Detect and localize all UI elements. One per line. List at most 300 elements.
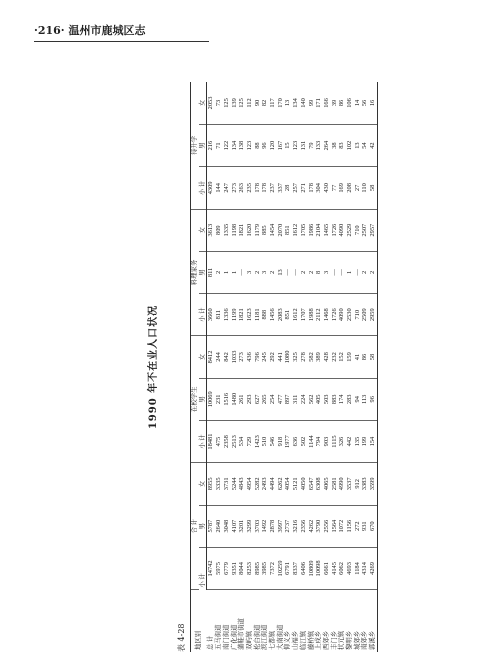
value-cell: 3997 [277,505,285,547]
value-cell: 8337 [292,547,300,589]
value-cell: 58 [369,336,377,378]
value-cell: 90 [254,82,262,124]
area-name-cell: 南郊乡 [361,630,369,650]
value-cell: 326 [338,420,346,462]
value-cell: 96 [369,378,377,420]
value-cell: 1465 [323,209,331,251]
value-cell: 4843 [238,463,246,505]
value-cell: 171 [315,82,323,124]
value-cell: 235 [246,167,254,209]
area-name-cell: 丰门乡 [330,630,338,650]
value-cell: 2083 [277,294,285,336]
value-cell: 670 [369,505,377,547]
value-cell: 139 [231,82,239,124]
value-cell: 232 [331,336,339,378]
value-cell: 3703 [254,505,262,547]
value-cell: 77 [331,167,339,209]
value-cell: — [331,251,339,293]
value-cell: 261 [238,378,246,420]
value-cell: 1620 [246,209,254,251]
table-row [215,82,223,652]
value-cell: 4314 [361,547,369,589]
value-cell: 1033 [231,336,239,378]
value-cell: 10098 [315,547,323,589]
value-cell: 436 [246,336,254,378]
value-cell: 2053 [207,82,215,124]
value-cell: 4145 [331,547,339,589]
sub-header: 女 [199,82,207,124]
value-cell: 169 [338,167,346,209]
value-cell: 15 [284,124,292,166]
value-cell: 83 [338,124,346,166]
value-cell: 278 [300,336,308,378]
group-header-housework: 料理家务 [191,209,199,336]
page-header: ·216· 温州市鹿城区志 [34,24,146,37]
value-cell: 1726 [331,209,339,251]
value-cell: 134 [231,124,239,166]
value-cell: 41 [354,336,362,378]
value-cell: 3660 [207,294,215,336]
value-cell: 73 [215,82,223,124]
value-cell: 208 [346,167,354,209]
value-cell: 842 [223,336,231,378]
value-cell: 3 [323,251,331,293]
value-cell: 4693 [346,547,354,589]
value-cell: 2 [269,251,277,293]
value-cell: 2529 [346,209,354,251]
value-cell: 237 [269,167,277,209]
value-cell: 2513 [231,420,239,462]
value-cell: 4054 [284,463,292,505]
value-cell: 6062 [338,547,346,589]
value-cell: 166 [323,82,331,124]
value-cell: 6791 [284,547,292,589]
value-cell: 10809 [308,547,316,589]
value-cell: 794 [315,420,323,462]
value-cell: 152 [338,336,346,378]
value-cell: 4065 [323,463,331,505]
value-cell: 1988 [308,294,316,336]
value-cell: 27 [354,167,362,209]
area-name-cell: 总 计 [207,635,215,650]
value-cell: 811 [207,251,215,293]
value-cell: 2 [254,251,262,293]
value-cell: 811 [215,294,223,336]
value-cell: 2737 [284,505,292,547]
value-cell: 428 [323,336,331,378]
area-name-cell: 五马街道 [215,624,223,650]
value-cell: 636 [292,420,300,462]
value-cell: 4269 [369,547,377,589]
value-cell: 28 [284,167,292,209]
value-cell: 1423 [254,420,262,462]
value-cell: 3 [246,251,254,293]
value-cell: 5975 [215,547,223,589]
value-cell: 1184 [354,547,362,589]
sub-header: 男 [199,505,207,547]
value-cell: 2104 [315,209,323,251]
value-cell: 110 [361,167,369,209]
value-cell: 122 [223,124,231,166]
value-cell: 120 [269,124,277,166]
value-cell: 82 [261,82,269,124]
value-cell: 3537 [346,463,354,505]
value-cell: 244 [215,336,223,378]
sub-header: 女 [199,463,207,505]
value-cell: 888 [261,294,269,336]
value-cell: 4050 [300,463,308,505]
value-cell: 1336 [223,294,231,336]
value-cell: 931 [361,505,369,547]
value-cell: 135 [354,420,362,462]
value-cell: — [338,251,346,293]
table-row [308,82,316,652]
value-cell: 1564 [331,505,339,547]
value-cell: 3613 [207,209,215,251]
value-cell: 503 [323,378,331,420]
value-cell: 1 [231,251,239,293]
value-cell: 5282 [254,463,262,505]
value-cell: — [292,251,300,293]
value-cell: 79 [308,124,316,166]
value-cell: 113 [361,378,369,420]
table-number: 表 4-28 [177,623,186,652]
sub-header: 男 [199,378,207,420]
value-cell: 1623 [246,294,254,336]
value-cell: 58 [369,167,377,209]
value-cell: 627 [254,378,262,420]
value-cell: 102 [346,124,354,166]
value-cell: 1115 [331,420,339,462]
value-cell: 3 [261,251,269,293]
sub-header: 小 计 [199,547,207,589]
value-cell: 6547 [308,463,316,505]
table-row [369,82,377,652]
value-cell: 154 [369,420,377,462]
value-cell: 2507 [361,209,369,251]
area-name-cell: 上戍乡 [315,630,323,650]
value-cell: 1181 [254,294,262,336]
value-cell: 562 [308,378,316,420]
table-row [354,82,362,652]
value-cell: 7372 [269,547,277,589]
value-cell: 2959 [369,294,377,336]
area-name-cell: 仰义乡 [284,630,292,650]
value-cell: 293 [246,378,254,420]
value-cell: 510 [261,420,269,462]
value-cell: 3790 [315,505,323,547]
value-cell: 6779 [223,547,231,589]
value-cell: 912 [354,463,362,505]
value-cell: 159 [346,336,354,378]
value-cell: 1144 [308,420,316,462]
value-cell: 54 [361,124,369,166]
area-name-cell: 双屿镇 [245,630,253,650]
table-row [284,82,292,652]
value-cell: 99 [308,82,316,124]
table-row [277,82,285,652]
value-cell: 56 [361,82,369,124]
value-cell: 1072 [338,505,346,547]
value-cell: 475 [215,420,223,462]
value-cell: 3048 [223,505,231,547]
value-cell: 106 [346,82,354,124]
value-cell: 2 [215,251,223,293]
group-header-total: 合 计 [191,463,199,590]
value-cell: 710 [354,294,362,336]
header-rule [34,41,209,42]
value-cell: 140 [300,82,308,124]
value-cell: 292 [269,336,277,378]
value-cell: 3985 [261,547,269,589]
value-cell: — [238,251,246,293]
value-cell: 3383 [361,463,369,505]
value-cell: 1 [223,251,231,293]
value-cell: 1612 [292,209,300,251]
value-cell: 4494 [269,463,277,505]
value-cell: 272 [354,505,362,547]
value-cell: 2556 [323,505,331,547]
value-cell: 42 [369,124,377,166]
value-cell: 125 [238,82,246,124]
value-cell: 257 [292,167,300,209]
value-cell: 96 [261,124,269,166]
value-cell: 582 [308,336,316,378]
value-cell: 3299 [246,505,254,547]
value-cell: 199 [361,420,369,462]
table-row [254,82,262,652]
value-cell: 1726 [331,294,339,336]
value-cell: 4090 [338,209,346,251]
value-cell: 4262 [308,505,316,547]
value-cell: 133 [315,124,323,166]
value-cell: 13 [354,124,362,166]
value-cell: 4309 [207,167,215,209]
value-cell: 883 [331,378,339,420]
value-cell: 1454 [269,209,277,251]
table-row [269,82,277,652]
value-cell: 502 [300,420,308,462]
value-cell: 851 [284,209,292,251]
value-cell: 4990 [338,463,346,505]
area-name-cell: 黎明乡 [346,630,354,650]
value-cell: 2 [369,251,377,293]
value-cell: 86 [338,82,346,124]
value-cell: 2358 [223,420,231,462]
value-cell: 14742 [207,547,215,589]
population-table [190,82,378,652]
value-cell: 1612 [292,294,300,336]
value-cell: 903 [323,420,331,462]
table-row [292,82,300,652]
table-row [300,82,308,652]
value-cell: 167 [277,124,285,166]
value-cell: 10069 [207,378,215,420]
value-cell: 2070 [277,209,285,251]
value-cell: 144 [215,167,223,209]
sub-header: 女 [199,336,207,378]
value-cell: 174 [338,378,346,420]
area-name-cell: 滨江街道 [261,624,269,650]
value-cell: 430 [323,167,331,209]
table-row [231,82,239,652]
value-cell: 5787 [207,505,215,547]
value-cell: 123 [246,124,254,166]
value-cell: 245 [261,336,269,378]
area-name-cell: 广化街道 [230,624,238,650]
value-cell: 8412 [207,336,215,378]
value-cell: 442 [346,420,354,462]
value-cell: 6661 [323,547,331,589]
value-cell: 178 [308,167,316,209]
value-cell: 546 [269,420,277,462]
value-cell: 2581 [331,463,339,505]
value-cell: 8 [315,251,323,293]
value-cell: 231 [215,378,223,420]
value-cell: 710 [354,209,362,251]
value-cell: 3599 [369,463,377,505]
value-cell: 6406 [300,547,308,589]
area-header: 地区别 [191,590,207,652]
value-cell: 918 [277,420,285,462]
value-cell: 2 [308,251,316,293]
value-cell: 2493 [261,463,269,505]
value-cell: 1705 [300,209,308,251]
value-cell: 1492 [261,505,269,547]
value-cell: 117 [269,82,277,124]
sub-header: 女 [199,209,207,251]
value-cell: 6262 [277,463,285,505]
value-cell: 138 [238,124,246,166]
value-cell: 88 [254,124,262,166]
value-cell: 254 [269,378,277,420]
value-cell: 8044 [238,547,246,589]
value-cell: 2356 [300,505,308,547]
sub-header: 男 [199,251,207,293]
value-cell: 18481 [207,420,215,462]
value-cell: 10259 [277,547,285,589]
value-cell: 178 [254,167,262,209]
area-name-cell: 山福乡 [292,630,300,650]
value-cell: 1199 [231,294,239,336]
table-row [315,82,323,652]
value-cell: 5121 [292,463,300,505]
value-cell: 263 [238,167,246,209]
value-cell: 1179 [254,209,262,251]
value-cell: 337 [277,167,285,209]
value-cell: 441 [277,336,285,378]
table-row [331,82,339,652]
value-cell: 2509 [361,294,369,336]
area-name-cell: 状元镇 [338,630,346,650]
area-name-cell: 郭溪乡 [369,590,377,652]
value-cell: 477 [277,378,285,420]
value-cell: 86 [361,336,369,378]
area-name-cell: 城郊乡 [353,630,361,650]
sub-header: 小 计 [199,420,207,462]
value-cell: 8955 [207,463,215,505]
value-cell: 170 [277,82,285,124]
rotated-table-region [36,82,476,652]
value-cell: 4107 [231,505,239,547]
value-cell: 112 [246,82,254,124]
value-cell: 123 [292,124,300,166]
value-cell: — [354,251,362,293]
value-cell: 1198 [231,209,239,251]
area-name-cell: 蒲鞋市街道 [238,618,246,650]
value-cell: 125 [223,82,231,124]
table-row [207,82,215,652]
value-cell: 265 [261,378,269,420]
value-cell: 13 [277,251,285,293]
value-cell: 311 [292,378,300,420]
value-cell: 3201 [238,505,246,547]
value-cell: 2112 [315,294,323,336]
value-cell: 885 [261,209,269,251]
value-cell: 2530 [346,294,354,336]
value-cell: 247 [223,167,231,209]
value-cell: 4954 [246,463,254,505]
value-cell: 3335 [215,463,223,505]
value-cell: 38 [331,124,339,166]
value-cell: 273 [231,167,239,209]
value-cell: 1156 [346,505,354,547]
value-cell: 1468 [323,294,331,336]
value-cell: 131 [300,124,308,166]
value-cell: 94 [354,378,362,420]
table-row [223,82,231,652]
area-name-cell: 藤桥镇 [307,630,315,650]
value-cell: 729 [246,420,254,462]
table-row [346,82,354,652]
value-cell: 1707 [300,294,308,336]
value-cell: 216 [207,124,215,166]
group-header-students: 在校学生 [191,336,199,463]
group-header-awaiting: 待升学 [191,82,199,209]
value-cell: 134 [292,82,300,124]
area-name-cell: 松台街道 [253,624,261,650]
table-row [361,82,369,652]
table-row [261,82,269,652]
value-cell: 1821 [238,209,246,251]
table-row [246,82,254,652]
value-cell: 178 [261,167,269,209]
area-name-cell: 西郊乡 [322,630,330,650]
value-cell: 325 [292,336,300,378]
table-row [238,82,246,652]
value-cell: 264 [323,124,331,166]
value-cell: 1986 [308,209,316,251]
value-cell: 2957 [369,209,377,251]
value-cell: 534 [238,420,246,462]
value-cell: 2878 [269,505,277,547]
value-cell: 897 [284,378,292,420]
value-cell: 3216 [292,505,300,547]
value-cell: 1977 [284,420,292,462]
value-cell: 3731 [223,463,231,505]
table-row [323,82,331,652]
table-row [338,82,346,652]
value-cell: 13 [284,82,292,124]
value-cell: 8985 [254,547,262,589]
value-cell: 2640 [215,505,223,547]
value-cell: 809 [215,209,223,251]
sub-header: 男 [199,124,207,166]
area-name-cell: 七都镇 [269,630,277,650]
value-cell: 796 [254,336,262,378]
value-cell: 8253 [246,547,254,589]
value-cell: 1456 [269,294,277,336]
